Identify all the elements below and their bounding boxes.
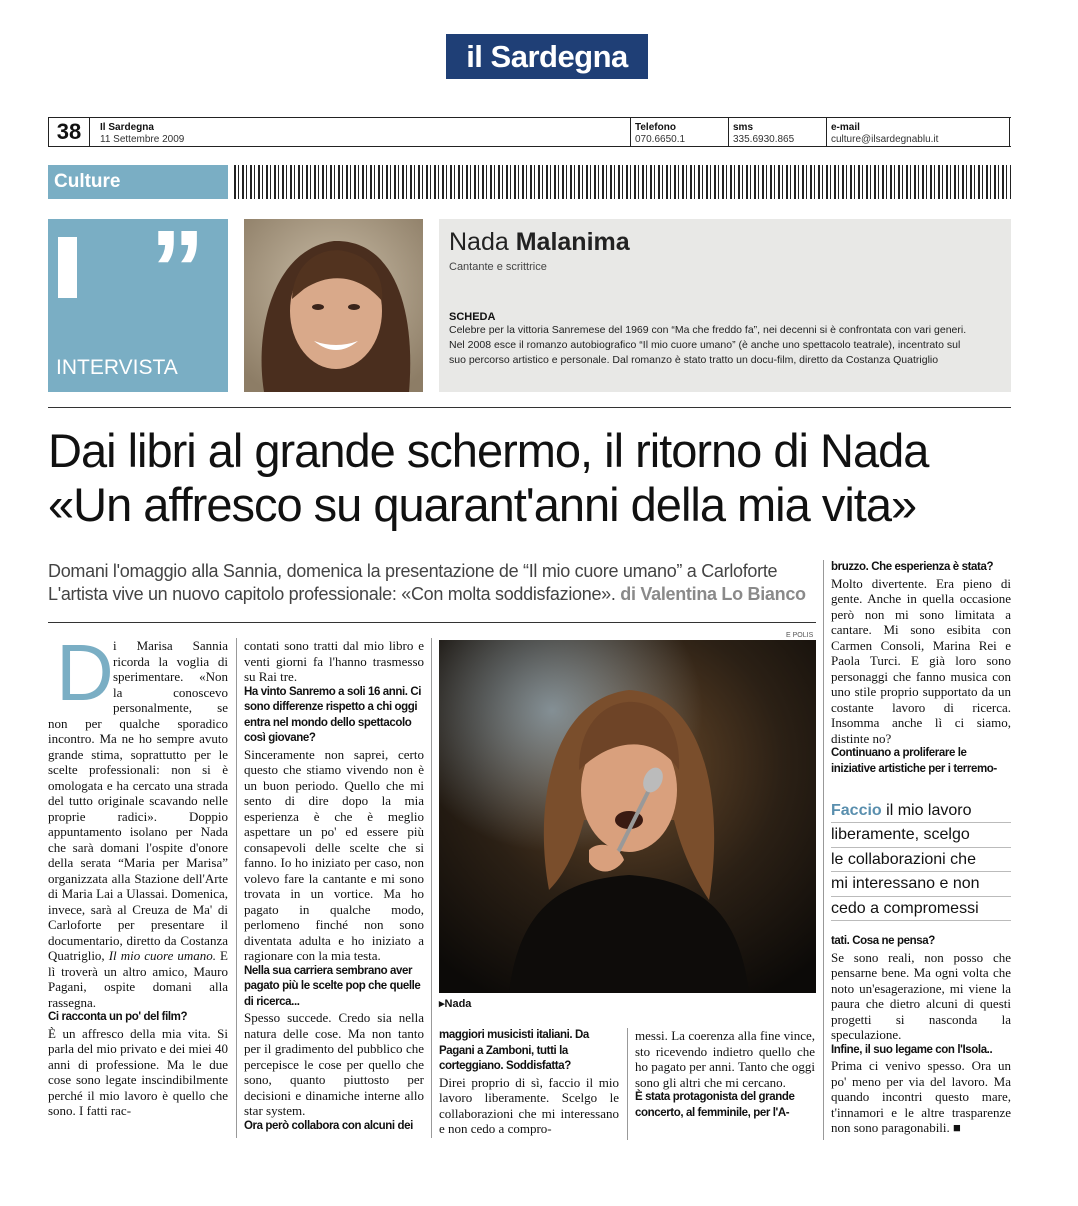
divider	[48, 407, 1011, 408]
issue-date: 11 Settembre 2009	[100, 134, 185, 145]
subheadline-line-1: Domani l'omaggio alla Sannia, domenica la presentazione de “Il mio cuore umano” a Carloforte	[48, 561, 778, 581]
scheda-text	[449, 323, 1009, 368]
interview-question: Ci racconta un po' del film?	[48, 1011, 188, 1023]
subheadline-line-2	[48, 583, 806, 605]
header-phone	[635, 118, 725, 146]
profile-name	[449, 227, 1001, 257]
caption-text: Nada	[444, 998, 472, 1010]
scheda-line: suo percorso artistico e personale. Dal romanzo è stato tratto un docu-film, diretto da Costanza Quatriglio	[449, 354, 939, 366]
article-paragraph: Direi proprio di sì, faccio il mio lavoro liberamente. Scelgo le collaborazioni che mi interessano e non cedo a compro-	[439, 1074, 619, 1136]
header-email	[831, 118, 1006, 146]
page-number: 38	[48, 118, 90, 146]
article-paragraph: È un affresco della mia vita. Si parla del mio privato e dei miei 40 anni di professione. Ma le due cose sono legate inscindibilmente perché il mio lavoro è quello che sono. I fatti rac-	[48, 1025, 228, 1118]
pull-quote-highlight: Faccio	[831, 802, 882, 819]
article-paragraph: contati sono tratti dal mio libro e venti giorni fa l'hanno trasmesso su Rai tre.	[244, 638, 424, 684]
profile-role: Cantante e scrittrice	[449, 261, 547, 273]
pull-quote-line: mi interessano e non	[831, 872, 1011, 896]
profile-panel	[439, 219, 1011, 392]
interview-question: tati. Cosa ne pensa?	[831, 935, 935, 947]
interview-label: INTERVISTA	[56, 356, 178, 379]
interview-question: bruzzo. Che esperienza è stata?	[831, 561, 994, 573]
email-label: e-mail	[831, 122, 860, 133]
scheda-line: Nel 2008 esce il romanzo autobiografico “Il mio cuore umano” (è anche uno spettacolo teatrale), incentrato sul	[449, 339, 961, 351]
interview-bar-graphic	[58, 237, 77, 298]
sms-value: 335.6930.865	[733, 134, 795, 145]
pull-quote-line: Faccio il mio lavoro	[831, 799, 1011, 823]
article-column-2	[244, 638, 424, 1138]
phone-value: 070.6650.1	[635, 134, 686, 145]
interview-question: Ora però collabora con alcuni dei	[244, 1119, 413, 1132]
interview-question: Ha vinto Sanremo a soli 16 anni. Ci sono differenze rispetto a chi oggi entra nel mondo dello spettacolo così giovane?	[244, 685, 422, 744]
profile-last-name: Malanima	[515, 228, 630, 256]
sms-label: sms	[733, 122, 754, 133]
article-column-4	[635, 1028, 815, 1140]
quote-mark-icon: ”	[150, 208, 205, 331]
scheda-line: Celebre per la vittoria Sanremese del 1969 con “Ma che freddo fa”, nei decenni si è confrontata con vari generi.	[449, 324, 967, 336]
profile-first-name: Nada	[449, 228, 509, 256]
byline: di Valentina Lo Bianco	[620, 584, 806, 604]
interview-question: Nella sua carriera sembrano aver pagato più le scelte pop che quelle di ricerca...	[244, 964, 421, 1008]
headline-line-2: «Un affresco su quarant'anni della mia vita»	[48, 478, 917, 531]
caption-arrow-icon: ▸	[439, 998, 445, 1010]
article-column-5-bottom	[831, 934, 1011, 1140]
article-column-3	[439, 1028, 619, 1140]
interview-question: È stata protagonista del grande concerto, al femminile, per l'A-	[635, 1091, 795, 1119]
subheadline-text: L'artista vive un nuovo capitolo professionale: «Con molta soddisfazione».	[48, 584, 616, 604]
header-sms	[733, 118, 823, 146]
film-title: Il mio cuore umano.	[108, 948, 217, 963]
page-header	[48, 117, 1011, 147]
article-paragraph: Spesso succede. Credo sia nella natura delle cose. Ma non tanto per il gradimento del pubblico che percepisce le cose per quello che sono, quanto piuttosto per decisioni e dinamiche interne allo star system.	[244, 1010, 424, 1118]
article-paragraph: Sinceramente non saprei, certo questo che stiamo vivendo non è un buon periodo. Quello che mi sento di dire dopo la mia esperienza è che è meglio aspettare un po' ed essere più consapevoli delle scelte che si fanno. Io ho iniziato per caso, non volevo fare la cantante e mi sono trovata in un vortice. Ma ho pagato in qualche modo, perlomeno finché non sono diventata adulta e ho iniziato a ragionare con la mia testa.	[244, 746, 424, 963]
interview-question: Infine, il suo legame con l'Isola..	[831, 1043, 993, 1056]
interview-question: Continuano a proliferare le iniziative artistiche per i terremo-	[831, 747, 997, 775]
photo-caption	[439, 997, 471, 1010]
scheda-label: SCHEDA	[449, 311, 496, 323]
photo-credit: E POLIS	[786, 632, 814, 639]
interview-question: maggiori musicisti italiani. Da Pagani a Zamboni, tutti la corteggiano. Soddisfatta?	[439, 1029, 589, 1072]
decorative-barcode-strip	[234, 165, 1011, 199]
article-paragraph: i Marisa Sannia ricorda la voglia di sperimentare. «Non la conoscevo personalmente, se non per qualche sporadico incontro. Ma ne ho sempre avuto grande stima, soprattutto per le scelte professionali: non si è omologata e ha cercato una strada del tutto originale scavando nelle proprie radici». Doppio appuntamento isolano per Nada che sarà domani l'ospite d'onore della serata “Maria per Marisa” organizzata alla Stazione dell'Arte di Maria Lai a Ulassai. Domenica, invece, sarà al Creuza de Ma' di Carloforte per presentare il documentario, diretto da Costanza Quatriglio,	[48, 638, 228, 963]
singer-photo	[439, 640, 816, 993]
article-paragraph: E lì troverà un altro amico, Mauro Pagani, ospite domani alla rassegna.	[48, 948, 228, 1010]
portrait-photo	[244, 219, 423, 392]
pull-quote-line: le collaborazioni che	[831, 848, 1011, 872]
article-paragraph: Prima ci venivo spesso. Ora un po' meno per via del lavoro. Ma quando incontri questo mare, t'innamori e le altre trasparenze non sono paragonabili. ■	[831, 1058, 1011, 1135]
article-column-5-top	[831, 560, 1011, 782]
masthead-logo: il Sardegna	[446, 34, 648, 79]
divider	[48, 622, 816, 623]
section-label: Culture	[48, 165, 228, 199]
pull-quote-line: cedo a compromessi	[831, 897, 1011, 921]
header-paper-info	[100, 118, 400, 146]
headline-line-1: Dai libri al grande schermo, il ritorno di Nada	[48, 424, 929, 477]
pull-quote	[831, 799, 1011, 921]
paper-name: Il Sardegna	[100, 122, 154, 133]
drop-cap: D	[56, 628, 114, 717]
pull-quote-line: liberamente, scelgo	[831, 823, 1011, 847]
phone-label: Telefono	[635, 122, 676, 133]
article-paragraph: Se sono reali, non posso che pensarne bene. Ma ogni volta che noto un'esagerazione, mi viene la paura che dietro alcuni di questi progetti si nasconda la speculazione.	[831, 949, 1011, 1042]
article-column-1	[48, 638, 228, 1138]
article-paragraph: Molto divertente. Era pieno di gente. Anche in quella occasione però non mi sono limitata a cantare. Mi sono esibita con Carmen Consoli, Marina Rei e Paola Turci. E già loro sono personaggi che fanno musica con uno stile proprio supportato da un costante lavoro di ricerca. Insomma anche lì ci siamo, distinte no?	[831, 575, 1011, 746]
email-value: culture@ilsardegnablu.it	[831, 134, 939, 145]
article-paragraph: messi. La coerenza alla fine vince, sto ricevendo indietro quello che ho pagato per anni. Tanto che oggi sono gli altri che mi cercano.	[635, 1028, 815, 1090]
